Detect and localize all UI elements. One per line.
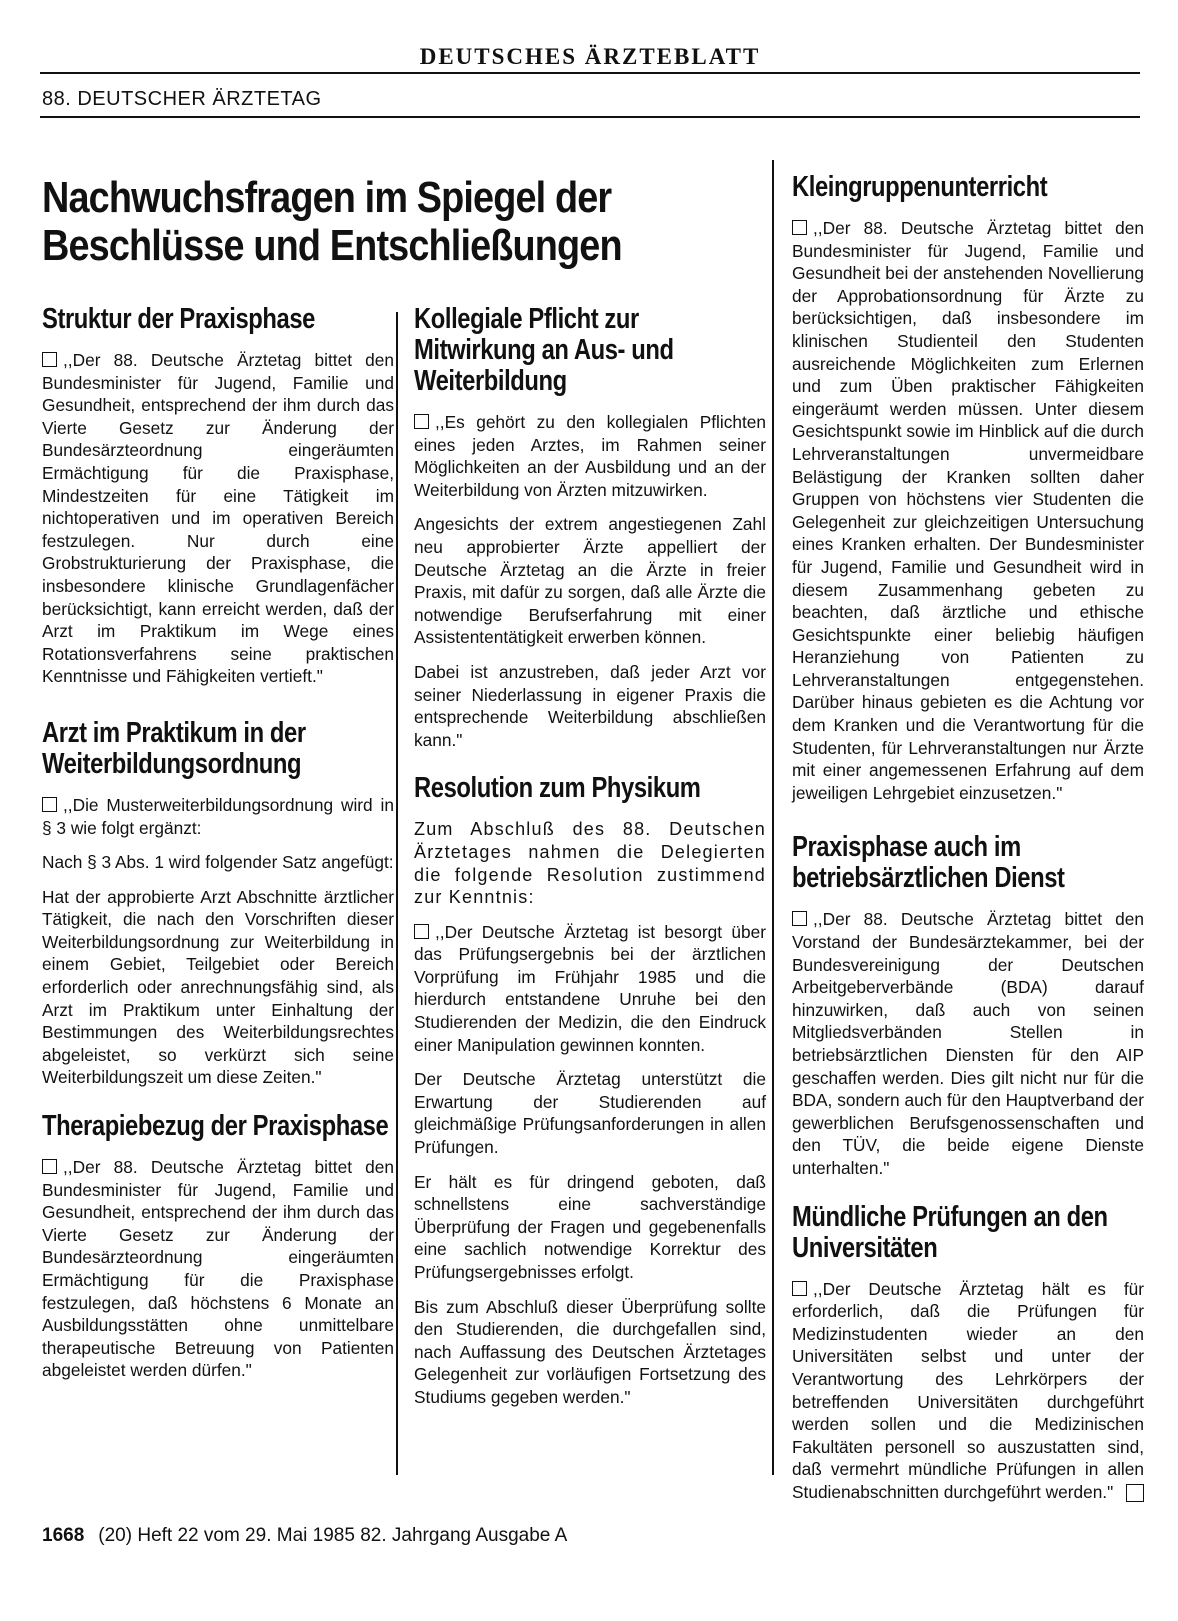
paragraph: ,,Es gehört zu den kollegialen Pflichten eines jeden Arztes, im Rahmen seiner Möglichkeiten an der Ausbildung und an der Weiterbildung von Ärzten mitzuwirken. (414, 412, 766, 500)
checkbox-icon (792, 911, 807, 926)
paragraph: Nach § 3 Abs. 1 wird folgender Satz angefügt: (42, 852, 394, 873)
heading-resolution-physikum: Resolution zum Physikum (414, 772, 701, 805)
checkbox-icon (42, 797, 57, 812)
section-rule (40, 116, 1140, 118)
column-divider-left (396, 312, 398, 1475)
heading-kleingruppenunterricht: Kleingruppenunterricht (792, 171, 1048, 203)
checkbox-icon (792, 1281, 807, 1296)
paragraph: ,,Der 88. Deutsche Ärztetag bittet den Vorstand der Bundesärztekammer, bei der Bundesvereinigung der Deutschen Arbeitgeberverbände (BDA) darauf hinzuwirken, daß auch von seinen Mitgliedsverbänden Stellen in betriebsärztlichen Diensten für den AIP geschaffen werden. Dies gilt nicht nur für die BDA, sondern auch für den Hauptverband der gewerblichen Berufsgenossenschaften und den TÜV, die beide eigene Dienste unterhalten." (792, 909, 1144, 1178)
heading-therapiebezug: Therapiebezug der Praxisphase (42, 1110, 389, 1143)
checkbox-icon (414, 924, 429, 939)
heading-arzt-im-praktikum: Arzt im Praktikum in der Weiterbildungsordnung (42, 716, 306, 780)
paragraph: ,,Der Deutsche Ärztetag ist besorgt über das Prüfungsergebnis bei der ärztlichen Vorprüfung im Frühjahr 1985 und die hierdurch entstandene Unruhe bei den Studierenden der Medizin, die den Eindruck einer Manipulation gewinnen konnten. (414, 921, 766, 1055)
paragraph: Er hält es für dringend geboten, daß schnellstens eine sachverständige Überprüfung der Fragen und gegebenenfalls eine sachlich notwendige Korrektur des Prüfungsergebnisses erfolgt. (414, 1171, 766, 1282)
page-footer (42, 1525, 567, 1547)
column-1 (42, 304, 394, 1394)
column-3 (792, 172, 1144, 1516)
heading-praxisphase-betriebsaerztlich: Praxisphase auch im betriebsärztlichen Dienst (792, 831, 1065, 895)
paragraph: Zum Abschluß des 88. Deutschen Ärztetages nahmen die Delegierten die folgende Resolution zustimmend zur Kenntnis: (414, 819, 766, 908)
paragraph: ,,Der Deutsche Ärztetag hält es für erforderlich, daß die Prüfungen für Medizinstudenten wieder an den Universitäten selbst und unter der Verantwortung des Lehrkörpers der betreffenden Universitäten durchgeführt werden sollen und die Medizinischen Fakultäten personell so auszustatten sind, daß vermehrt mündliche Prüfungen in allen Studienabschnitten durchgeführt werden." (792, 1278, 1144, 1502)
paragraph: Der Deutsche Ärztetag unterstützt die Erwartung der Studierenden auf gleichmäßige Prüfungsanforderungen in allen Prüfungen. (414, 1069, 766, 1158)
section-label: 88. DEUTSCHER ÄRZTETAG (42, 88, 322, 110)
column-divider-right (772, 160, 774, 1475)
masthead: DEUTSCHES ÄRZTEBLATT (419, 44, 761, 69)
heading-kollegiale-pflicht: Kollegiale Pflicht zur Mitwirkung an Aus- und Weiterbildung (414, 303, 674, 397)
end-mark-icon (1126, 1484, 1144, 1502)
issue-info: (20) Heft 22 vom 29. Mai 1985 82. Jahrgang Ausgabe A (98, 1525, 568, 1546)
paragraph: ,,Die Musterweiterbildungsordnung wird in § 3 wie folgt ergänzt: (42, 794, 394, 838)
heading-muendliche-pruefungen: Mündliche Prüfungen an den Universitäten (792, 1200, 1108, 1264)
paragraph: ,,Der 88. Deutsche Ärztetag bittet den Bundesminister für Jugend, Familie und Gesundheit, entsprechend der ihm durch das Vierte Gesetz zur Änderung der Bundesärzteordnung eingeräumten Ermächtigung für die Praxisphase, Mindestzeiten für eine Tätigkeit im nichtoperativen und im operativen Bereich festzulegen. Nur durch eine Grobstrukturierung der Praxisphase, die insbesondere klinische Grundlagenfächer berücksichtigt, kann erreicht werden, daß der Arzt im Praktikum im Wege eines Rotationsverfahrens seine praktischen Kenntnisse und Fähigkeiten vertieft." (42, 350, 394, 687)
paragraph: Hat der approbierte Arzt Abschnitte ärztlicher Tätigkeit, die nach den Vorschriften dieser Weiterbildungsordnung zur Weiterbildung in einem Gebiet, Teilgebiet oder Bereich erforderlich oder anrechnungsfähig sind, als Arzt im Praktikum unter Einhaltung der Bestimmungen des Weiterbildungsrechtes abgeleistet, so verkürzt sich seine Weiterbildungszeit um diese Zeiten." (42, 886, 394, 1088)
paragraph: Angesichts der extrem angestiegenen Zahl neu approbierter Ärzte appelliert der Deutsche Ärztetag an die Ärzte in freier Praxis, mit dafür zu sorgen, daß alle Ärzte die notwendige Berufserfahrung mit einer Assistententätigkeit erwerben können. (414, 514, 766, 648)
column-2 (414, 304, 766, 1421)
paragraph: Bis zum Abschluß dieser Überprüfung sollte den Studierenden, die durchgefallen sind, nach Auffassung des Deutschen Ärztetages Gelegenheit zur vorläufigen Fortsetzung des Studiums gegeben werden." (414, 1296, 766, 1407)
checkbox-icon (42, 352, 57, 367)
page-number: 1668 (42, 1525, 85, 1546)
checkbox-icon (792, 220, 807, 235)
paragraph: Dabei ist anzustreben, daß jeder Arzt vor seiner Niederlassung in eigener Praxis die entsprechende Weiterbildung abschließen kann." (414, 661, 766, 750)
checkbox-icon (42, 1159, 57, 1174)
checkbox-icon (414, 414, 429, 429)
article-title: Nachwuchsfragen im Spiegel der Beschlüsse und Entschließungen (42, 173, 622, 270)
paragraph: ,,Der 88. Deutsche Ärztetag bittet den Bundesminister für Jugend, Familie und Gesundheit, entsprechend der ihm durch das Vierte Gesetz zur Änderung der Bundesärzteordnung eingeräumten Ermächtigung für die Praxisphase festzulegen, daß höchstens 6 Monate an Ausbildungsstätten ohne unmittelbare therapeutische Betreuung von Patienten abgeleistet werden dürfen." (42, 1157, 394, 1381)
top-rule (40, 72, 1140, 74)
heading-struktur-der-praxisphase: Struktur der Praxisphase (42, 303, 315, 335)
paragraph: ,,Der 88. Deutsche Ärztetag bittet den Bundesminister für Jugend, Familie und Gesundheit bei der anstehenden Novellierung der Approbationsordnung für Ärzte zu berücksichtigen, daß insbesondere im klinischen Studienteil den Studenten ausreichende Möglichkeiten zum Erlernen und zum Üben praktischer Fähigkeiten eingeräumt werden müssen. Unter diesem Gesichtspunkt sowie im Hinblick auf die durch Lehrveranstaltungen unvermeidbare Belästigung der Kranken sollten daher Gruppen von höchstens vier Studenten die Gelegenheit zur gleichzeitigen Untersuchung eines Kranken erhalten. Der Bundesminister für Jugend, Familie und Gesundheit wird in diesem Zusammenhang gebeten zu beachten, daß ärztliche und ethische Gesichtspunkte einer beliebig häufigen Heranziehung von Patienten zu Lehrveranstaltungen entgegenstehen. Darüber hinaus gebieten es die Achtung vor dem Kranken und die Verantwortung für die Studenten, für Lehrveranstaltungen nur Ärzte mit einer angemessenen Erfahrung auf dem jeweiligen Lehrgebiet einzusetzen." (792, 218, 1144, 803)
